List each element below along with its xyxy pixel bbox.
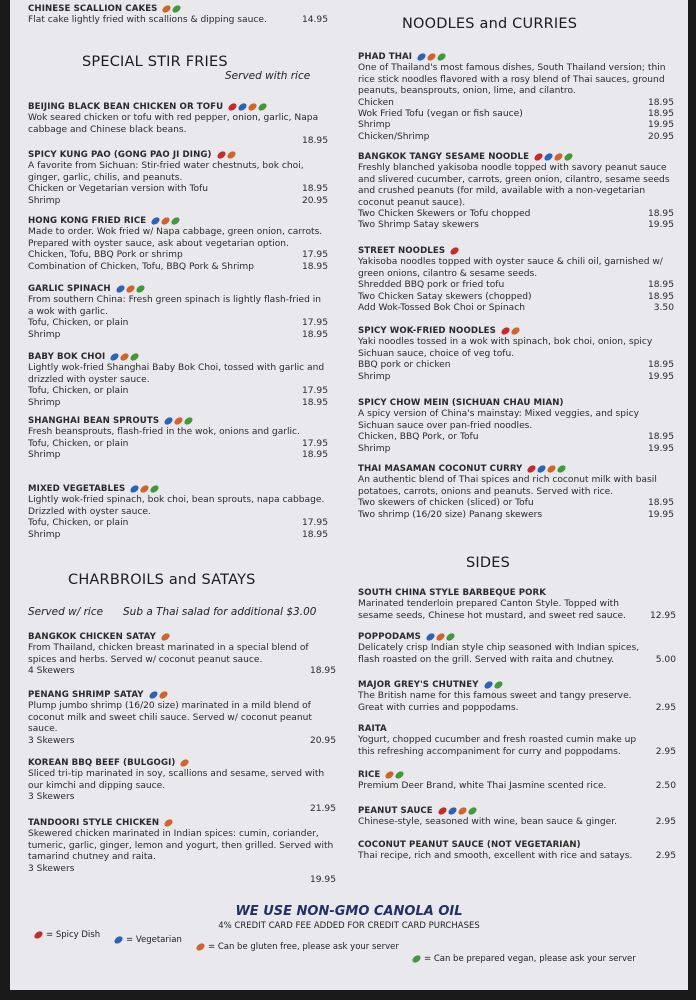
diet-icons [438,808,477,814]
price-row [358,643,676,666]
menu-item [358,632,676,666]
price-row [358,98,674,109]
chili-icon [216,149,227,159]
menu-item [358,680,676,714]
price-option: Shrimp [28,529,61,540]
menu-item-scallion-cakes [28,4,328,27]
legend-vegetarian [114,935,182,945]
price-option: Two skewers of chicken (sliced) or Tofu [358,498,534,509]
vegan-icon [149,483,160,493]
gluten-free-icon [435,631,446,641]
item-name: SPICY KUNG PAO (GONG PAO JI DING) [28,150,212,160]
item-name: POPPODAMS [358,632,421,642]
price-option: Shrimp [358,443,391,454]
price-option: Tofu, Chicken, or plain [28,386,129,397]
credit-card-fee-notice: 4% CREDIT CARD FEE ADDED FOR CREDIT CARD PURCHASES [218,921,480,931]
price-row [28,136,328,147]
menu-item [28,284,328,341]
price-option: Chicken, Tofu, BBQ Pork or shrimp [28,250,183,261]
vegan-icon [129,351,140,361]
item-price: 18.95 [647,498,674,509]
menu-item [358,840,676,863]
menu-item [28,484,328,541]
menu-item [28,102,328,148]
chili-icon [527,463,538,473]
item-price: 18.95 [647,291,674,302]
vegetarian-icon [537,463,548,473]
item-price: 17.95 [301,518,328,529]
item-name: BABY BOK CHOI [28,352,106,362]
vegetarian-icon [447,805,458,815]
item-name: BEIJING BLACK BEAN CHICKEN OR TOFU [28,102,224,112]
diet-icons [501,328,520,334]
item-price: 14.95 [301,15,328,26]
item-name: MAJOR GREY'S CHUTNEY [358,680,479,690]
price-row [358,432,674,443]
vegan-icon [467,805,478,815]
price-option: 3 Skewers [28,792,75,803]
item-price: 19.95 [647,509,674,520]
legend-gluten-free [196,942,399,952]
footer [10,900,688,990]
diet-icons [534,154,573,160]
item-price: 20.95 [647,131,674,142]
vegan-icon [411,954,422,964]
price-option: Tofu, Chicken, or plain [28,438,129,449]
gluten-free-icon [158,689,169,699]
menu-item [28,758,336,815]
menu-item [358,326,674,383]
gluten-free-icon [180,757,191,767]
vegetarian-icon [113,935,124,945]
menu-item [358,806,676,829]
price-row [28,864,336,875]
price-row [358,498,674,509]
item-price: 2.95 [655,702,676,713]
item-desc: Premium Deer Brand, white Thai Jasmine scented rice. [358,781,607,792]
price-option: 3 Skewers [28,735,75,746]
item-price: 17.95 [301,438,328,449]
item-name: RAITA [358,724,387,734]
item-desc: Made to order. Wok fried w/ Napa cabbage, green onion, carrots. Prepared with oyster sauce, ask about vegetarian option. [28,227,323,249]
price-row [358,360,674,371]
diet-icons [217,152,236,158]
chili-icon [437,805,448,815]
vegetarian-icon [237,101,248,111]
menu-item [28,632,336,678]
item-price: 12.95 [649,610,676,621]
item-price: 19.95 [647,443,674,454]
item-desc: Lightly wok-fried spinach, bok choi, bean sprouts, napa cabbage. Drizzled with oyster sauce. [28,495,325,517]
price-option: BBQ pork or chicken [358,360,451,371]
item-name: THAI MASAMAN COCONUT CURRY [358,464,523,474]
item-price: 2.50 [655,781,676,792]
price-row [358,209,674,220]
price-option: Shrimp [28,329,61,340]
item-name: KOREAN BBQ BEEF (BULGOGI) [28,758,176,768]
price-row [358,372,674,383]
menu-item [358,588,676,622]
price-row [28,439,328,450]
price-row [28,250,328,261]
item-desc: Thai recipe, rich and smooth, excellent with rice and satays. [358,851,633,862]
diet-icons [228,104,267,110]
item-price: 18.95 [301,397,328,408]
item-name: SHANGHAI BEAN SPROUTS [28,416,160,426]
item-desc: An authentic blend of Thai spices and rich coconut milk with basil potatoes, carrots, onions and peanuts. Served with rice. [358,475,657,497]
price-option: Two Shrimp Satay skewers [358,220,479,231]
chili-icon [227,101,238,111]
price-row [358,292,674,303]
price-row [28,666,336,677]
item-price: 18.95 [647,209,674,220]
vegan-icon [493,679,504,689]
menu-item [28,416,328,462]
price-option: Chicken/Shrimp [358,131,430,142]
menu-item [358,398,674,455]
item-desc: Lightly wok-fried Shanghai Baby Bok Choi, tossed with garlic and drizzled with oyster sauce. [28,363,325,385]
price-option: Chicken or Vegetarian version with Tofu [28,184,209,195]
price-row [358,109,674,120]
price-option: Shrimp [28,450,61,461]
price-row [358,781,676,792]
diet-icons [527,466,566,472]
price-row [358,132,674,143]
vegetarian-icon [416,51,427,61]
item-name: PEANUT SAUCE [358,806,433,816]
diet-icons [164,418,193,424]
legend-spicy [34,930,100,940]
item-desc: From Thailand, chicken breast marinated in a special blend of spices and herbs. Served w/ coconut peanut sauce. [28,643,309,665]
item-price: 2.95 [655,746,676,757]
item-desc: Flat cake lightly fried with scallions & dipping sauce. [28,15,267,26]
vegan-icon [172,3,183,13]
legend-label: = Spicy Dish [46,930,101,940]
price-option: 3 Skewers [28,863,75,874]
gluten-free-icon [384,769,395,779]
item-price: 18.95 [301,136,328,147]
price-row [358,303,674,314]
item-price: 21.95 [309,803,336,814]
vegetarian-icon [129,483,140,493]
item-desc: The British name for this famous sweet and tangy preserve. Great with curries and poppodams. [358,691,632,713]
gluten-free-icon [139,483,150,493]
price-row [28,875,336,886]
item-name: SPICY CHOW MEIN (SICHUAN CHAU MIAN) [358,398,564,408]
item-price: 18.95 [647,432,674,443]
diet-icons [161,634,170,640]
item-price: 17.95 [301,318,328,329]
thai-salad-note: Sub a Thai salad for additional $3.00 [123,606,317,618]
vegetarian-icon [425,631,436,641]
price-option: Shrimp [358,120,391,131]
price-row [28,196,328,207]
item-name: TANDOORI STYLE CHICKEN [28,818,160,828]
price-row [358,220,674,231]
item-price: 2.95 [655,817,676,828]
price-option: Wok Fried Tofu (vegan or fish sauce) [358,109,523,120]
item-price: 5.00 [655,654,676,665]
item-name: GARLIC SPINACH [28,284,111,294]
menu-item [358,724,676,758]
diet-icons [180,760,189,766]
price-row [358,280,674,291]
item-desc: A favorite from Sichuan: Stir-fried water chestnuts, bok choi, ginger, garlic, chilis, and peanuts. [28,161,304,183]
price-option: Shrimp [28,397,61,408]
section-title-noodles: NOODLES and CURRIES [402,16,578,32]
price-option: Add Wok-Tossed Bok Choi or Spinach [358,303,525,314]
item-desc: Skewered chicken marinated in Indian spices: cumin, coriander, tumeric, garlic, ginger, lemon and yogurt, then grilled. Served with tamarind chutney and raita. [28,829,334,863]
item-name: PHAD THAI [358,52,413,62]
gluten-free-icon [195,942,206,952]
diet-icons [116,286,145,292]
vegetarian-icon [148,689,159,699]
menu-item [358,152,674,232]
menu-item [28,216,328,273]
price-option: Shrimp [358,371,391,382]
vegan-icon [135,283,146,293]
item-name: BANGKOK TANGY SESAME NOODLE [358,152,530,162]
price-row [28,792,336,803]
vegetarian-icon [543,151,554,161]
item-price: 20.95 [309,735,336,746]
item-price: 20.95 [301,195,328,206]
gluten-free-icon [553,151,564,161]
item-name: SOUTH CHINA STYLE BARBEQUE PORK [358,588,547,598]
vegan-icon [183,415,194,425]
section-title-sides: SIDES [466,555,511,571]
vegan-icon [557,463,568,473]
menu-item [358,52,674,143]
item-name: SPICY WOK-FRIED NOODLES [358,326,496,336]
item-price: 2.95 [655,851,676,862]
diet-icons [417,54,446,60]
item-name: HONG KONG FRIED RICE [28,216,147,226]
gluten-free-icon [426,51,437,61]
item-price: 18.95 [301,450,328,461]
legend-label: = Vegetarian [126,935,182,945]
item-name: STREET NOODLES [358,246,446,256]
gluten-free-icon [173,415,184,425]
gluten-free-icon [119,351,130,361]
price-row [28,330,328,341]
price-row [28,804,336,815]
price-row [358,851,676,862]
vegetarian-icon [109,351,120,361]
legend-label: = Can be prepared vegan, please ask your server [424,954,636,964]
price-row [28,450,328,461]
legend-vegan [412,954,636,964]
price-row [28,318,328,329]
item-desc: A spicy version of China's mainstay: Mixed veggies, and spicy Sichuan sauce over pan-fried noodles. [358,409,639,431]
item-desc: Yogurt, chopped cucumber and fresh roasted cumin make up this refreshing accompaniment for curry and poppodams. [358,735,637,757]
item-desc: Marinated tenderloin prepared Canton Style. Topped with sesame seeds, Chinese hot mustard, and sweet red sauce. [358,599,627,621]
price-option: 4 Skewers [28,666,75,677]
item-price: 18.95 [647,360,674,371]
item-name: COCONUT PEANUT SAUCE (NOT VEGETARIAN) [358,840,581,850]
item-price: 19.95 [647,120,674,131]
item-name: PENANG SHRIMP SATAY [28,690,144,700]
item-price: 18.95 [301,529,328,540]
price-option: Two Chicken Satay skewers (chopped) [358,291,532,302]
legend-label: = Can be gluten free, please ask your server [208,942,399,952]
item-price: 3.50 [653,303,674,314]
item-desc: Yakisoba noodles topped with oyster sauce & chili oil, garnished w/ green onions, cilantro & sesame seeds. [358,257,663,279]
item-price: 19.95 [647,220,674,231]
menu-item [28,150,328,207]
price-row [28,518,328,529]
diet-icons [164,820,173,826]
diet-icons [130,486,159,492]
price-row [28,398,328,409]
item-price: 18.95 [309,666,336,677]
served-with-rice-note: Served with rice [225,70,311,82]
canola-oil-notice: WE USE NON-GMO CANOLA OIL [235,904,463,919]
price-option: Chicken [358,97,394,108]
item-price: 18.95 [301,261,328,272]
item-price: 19.95 [309,875,336,886]
item-price: 18.95 [647,280,674,291]
item-desc: Delicately crisp Indian style chip seasoned with Indian spices, flash roasted on the grill. Served with raita and chutney. [358,643,640,665]
price-option: Two Chicken Skewers or Tofu chopped [358,209,531,220]
vegetarian-icon [163,415,174,425]
price-option: Shredded BBQ pork or fried tofu [358,280,505,291]
item-desc: Wok seared chicken or tofu with red pepper, onion, garlic, Napa cabbage and Chinese black beans. [28,113,319,135]
price-option: Tofu, Chicken, or plain [28,518,129,529]
vegetarian-icon [150,215,161,225]
served-with-rice-note: Served w/ rice [28,606,104,618]
item-desc: Sliced tri-tip marinated in soy, scallions and sesame, served with our kimchi and dipping sauce. [28,769,325,791]
menu-item [28,818,336,886]
gluten-free-icon [457,805,468,815]
gluten-free-icon [162,3,173,13]
item-price: 19.95 [647,371,674,382]
section-title-charbroils: CHARBROILS and SATAYS [68,572,256,588]
diet-icons [151,218,180,224]
gluten-free-icon [226,149,237,159]
gluten-free-icon [160,631,171,641]
price-row [358,444,674,455]
price-option: Tofu, Chicken, or plain [28,318,129,329]
price-row [358,599,676,622]
price-option: Two shrimp (16/20 size) Panang skewers [358,509,543,520]
vegan-icon [436,51,447,61]
gluten-free-icon [160,215,171,225]
item-price: 18.95 [301,184,328,195]
price-row [358,120,674,131]
item-price: 17.95 [301,386,328,397]
diet-icons [484,682,503,688]
diet-icons [426,634,455,640]
item-name: CHINESE SCALLION CAKES [28,4,158,14]
price-row [28,530,328,541]
diet-icons [385,772,404,778]
item-desc: Chinese-style, seasoned with wine, bean sauce & ginger. [358,817,618,828]
vegan-icon [445,631,456,641]
price-row [28,386,328,397]
item-desc: Freshly blanched yakisoba noodle topped with savory peanut sauce and slivered cucumber, carrots, green onion, cilantro, sesame seeds and crushed peanuts (for mild, available with a non-vegetarian coconut peanut sauce). [358,163,670,208]
menu-item [358,246,674,314]
price-row [358,510,674,521]
menu-item [358,770,676,793]
item-desc: Plump jumbo shrimp (16/20 size) marinated in a mild blend of coconut milk and sweet chili sauce. Served w/ coconut peanut sauce. [28,701,312,735]
price-row [28,184,328,195]
gluten-free-icon [163,817,174,827]
item-price: 18.95 [647,109,674,120]
chili-icon [533,151,544,161]
vegan-icon [257,101,268,111]
gluten-free-icon [125,283,136,293]
price-row [358,817,676,828]
item-price: 18.95 [301,329,328,340]
menu-page [10,0,688,990]
gluten-free-icon [247,101,258,111]
vegan-icon [394,769,405,779]
price-option: Chicken, BBQ Pork, or Tofu [358,432,479,443]
price-row [358,691,676,714]
price-row [28,736,336,747]
price-option: Shrimp [28,195,61,206]
menu-item [358,464,674,521]
diet-icons [110,354,139,360]
item-desc: Fresh beansprouts, flash-fried in the wok, onions and garlic. [28,427,300,438]
menu-item [28,690,336,747]
vegetarian-icon [483,679,494,689]
section-title-stir-fries: SPECIAL STIR FRIES [82,54,228,70]
chili-icon [449,245,460,255]
item-price: 18.95 [647,97,674,108]
gluten-free-icon [547,463,558,473]
chili-icon [33,930,44,940]
vegan-icon [170,215,181,225]
vegetarian-icon [115,283,126,293]
vegan-icon [563,151,574,161]
item-desc: One of Thailand's most famous dishes, South Thailand version; thin rice stick noodles flavored with a rosy blend of Thai sauces, ground peanuts, beansprouts, onion, lime, and cilantro. [358,63,666,97]
item-name: RICE [358,770,381,780]
price-option: Combination of Chicken, Tofu, BBQ Pork & Shrimp [28,261,254,272]
item-desc: Yaki noodles tossed in a wok with spinach, bok choi, onion, spicy Sichuan sauce, choice of veg tofu. [358,337,653,359]
diet-icons [149,692,168,698]
item-name: MIXED VEGETABLES [28,484,126,494]
gluten-free-icon [510,325,521,335]
diet-icons [450,248,459,254]
item-name: BANGKOK CHICKEN SATAY [28,632,156,642]
menu-item [28,352,328,409]
item-price: 17.95 [301,250,328,261]
price-row [28,262,328,273]
item-desc: From southern China: Fresh green spinach is lightly flash-fried in a wok with garlic. [28,295,322,317]
price-row [358,735,676,758]
chili-icon [500,325,511,335]
